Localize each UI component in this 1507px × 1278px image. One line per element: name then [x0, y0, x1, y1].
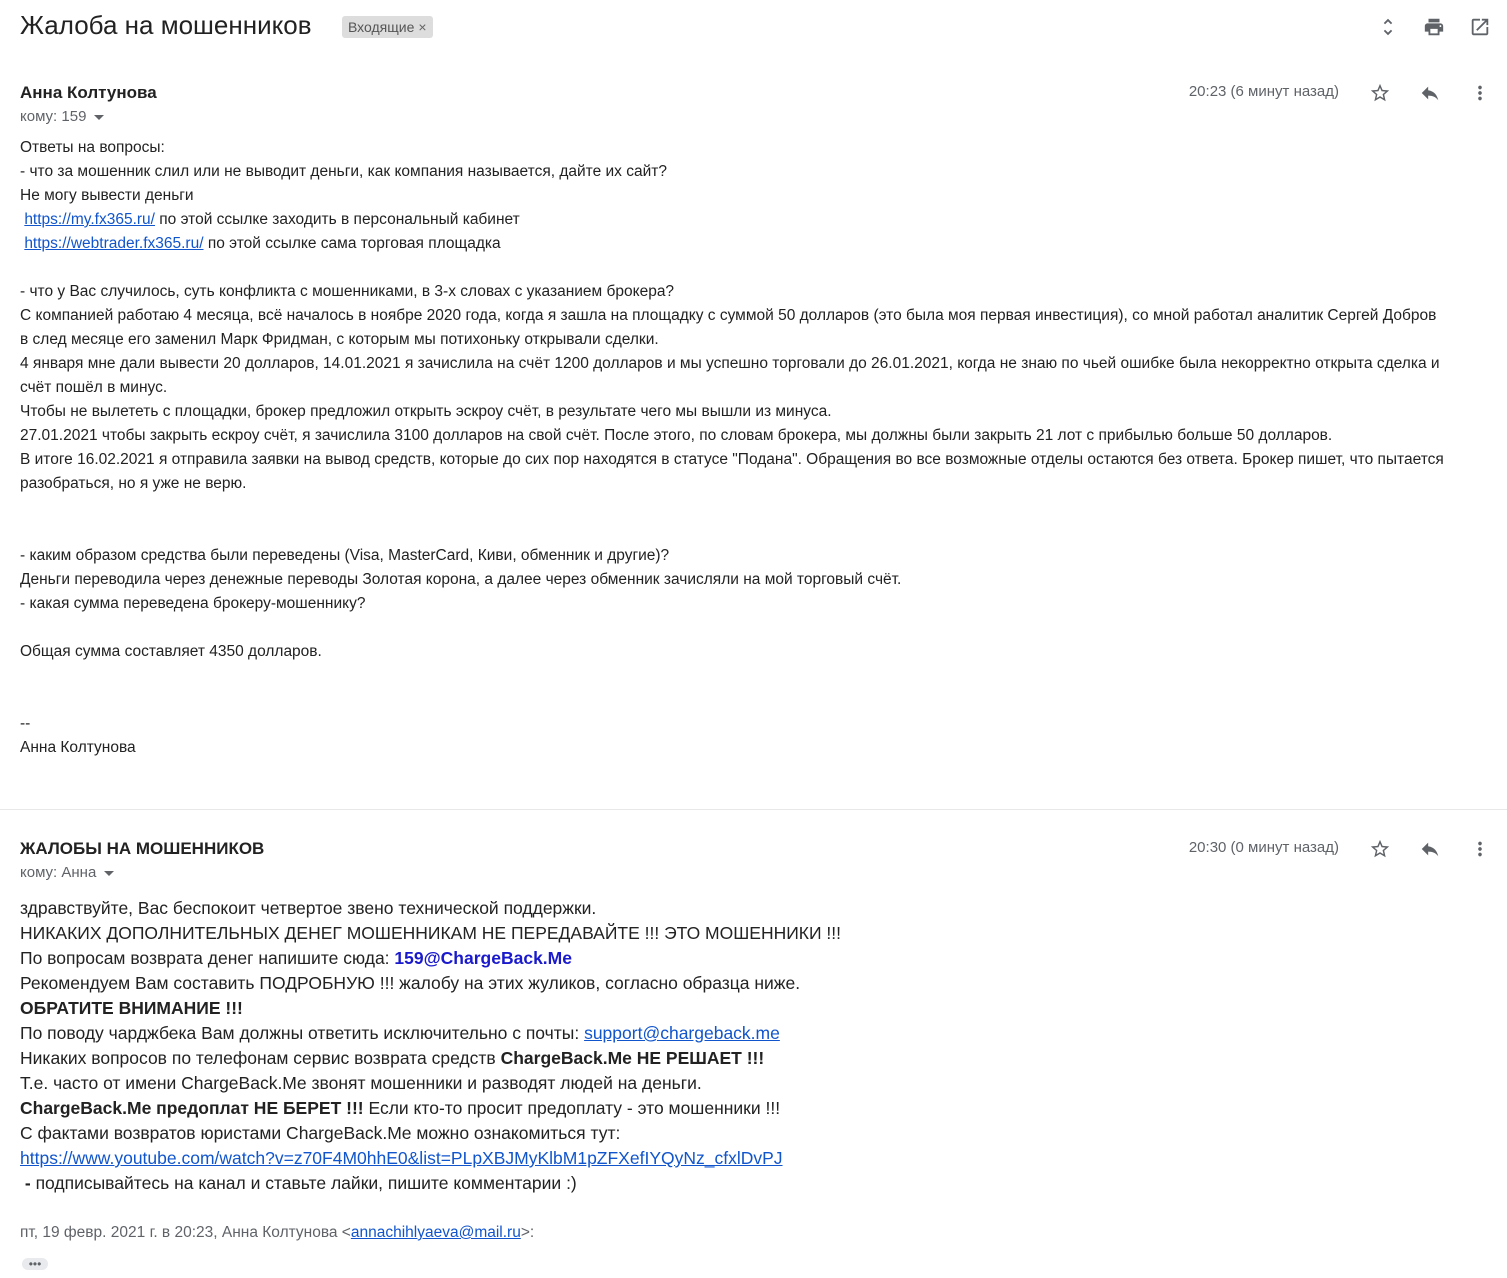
- email-subject: Жалоба на мошенников: [20, 10, 312, 40]
- recipient-line[interactable]: [20, 864, 114, 881]
- quote-header: [20, 1224, 534, 1242]
- body-line: Деньги переводила через денежные переводы Золотая корона, а далее через обменник зачисляли на мой торговый счёт.: [20, 571, 902, 588]
- personal-cabinet-link[interactable]: https://my.fx365.ru/: [24, 211, 155, 228]
- message-actions: [1367, 80, 1493, 106]
- body-text: Если кто-то просит предоплату - это мошенники !!!: [363, 1098, 781, 1118]
- attention-text: ОБРАТИТЕ ВНИМАНИЕ !!!: [20, 998, 243, 1018]
- bold-text: ChargeBack.Me предоплат НЕ БЕРЕТ !!!: [20, 1098, 364, 1118]
- body-line: Чтобы не вылететь с площадки, брокер предложил открыть эскроу счёт, в результате чего мы вышли из минуса.: [20, 403, 832, 420]
- body-line: Ответы на вопросы:: [20, 139, 165, 156]
- body-line: [20, 520, 1460, 544]
- support-email-link[interactable]: support@chargeback.me: [584, 1023, 780, 1043]
- reply-icon[interactable]: [1417, 836, 1443, 862]
- inbox-label-chip[interactable]: [342, 16, 433, 38]
- signature-separator: --: [20, 715, 31, 732]
- star-icon[interactable]: [1367, 836, 1393, 862]
- body-line: - что за мошенник слил или не выводит деньги, как компания называется, дайте их сайт?: [20, 163, 667, 180]
- link-line: [20, 208, 1460, 232]
- body-line: [20, 616, 1460, 640]
- bold-text: ChargeBack.Me НЕ РЕШАЕТ !!!: [500, 1048, 765, 1068]
- body-line: 4 января мне дали вывести 20 долларов, 14.01.2021 я зачислила на счёт 1200 долларов и мы успешно торговали до 26.01.2021, когда не знаю по чьей ошибке была некорректно открыта сделка и счёт пошёл в минус.: [20, 355, 1440, 396]
- link-description: по этой ссылке сама торговая площадка: [203, 235, 501, 252]
- body-line: С фактами возвратов юристами ChargeBack.Me можно ознакомиться тут:: [20, 1123, 621, 1143]
- recipient-text: кому: 159: [20, 108, 87, 125]
- body-line: С компанией работаю 4 месяца, всё началось в ноябре 2020 года, когда я зашла на площадку с суммой 50 долларов (это была моя первая инвестиция), со мной работал аналитик Сергей Добров: [20, 307, 1437, 324]
- thread-toolbar: [1375, 14, 1493, 40]
- message-time: 20:30 (0 минут назад): [1188, 839, 1339, 856]
- body-line: [20, 496, 1460, 520]
- link-line: [20, 232, 1460, 256]
- body-line: [20, 946, 1460, 971]
- body-line: [20, 1146, 1460, 1171]
- body-line: - что у Вас случилось, суть конфликта с мошенниками, в 3-х словах с указанием брокера?: [20, 283, 675, 300]
- body-text: Никаких вопросов по телефонам сервис возврата средств: [20, 1048, 501, 1068]
- body-line: [20, 1096, 1460, 1121]
- quote-email-link[interactable]: annachihlyaeva@mail.ru: [350, 1224, 521, 1241]
- chevron-down-icon[interactable]: [104, 871, 114, 876]
- body-line: НИКАКИХ ДОПОЛНИТЕЛЬНЫХ ДЕНЕГ МОШЕННИКАМ НЕ ПЕРЕДАВАЙТЕ !!! ЭТО МОШЕННИКИ !!!: [20, 923, 842, 943]
- expand-collapse-icon[interactable]: [1375, 14, 1401, 40]
- recipient-text: кому: Анна: [20, 864, 97, 881]
- sender-name[interactable]: ЖАЛОБЫ НА МОШЕННИКОВ: [20, 839, 265, 858]
- body-line: здравствуйте, Вас беспокоит четвертое звено технической поддержки.: [20, 898, 597, 918]
- quote-suffix: >:: [520, 1224, 535, 1241]
- star-icon[interactable]: [1367, 80, 1393, 106]
- quote-prefix: пт, 19 февр. 2021 г. в 20:23, Анна Колтунова <: [20, 1224, 351, 1241]
- body-line: [20, 1171, 1460, 1196]
- body-line: Не могу вывести деньги: [20, 187, 194, 204]
- body-line: В итоге 16.02.2021 я отправила заявки на вывод средств, которые до сих пор находятся в статусе "Подана". Обращения во все возможные отделы остаются без ответа. Брокер пишет, что пытается разобраться, но я уже не верю.: [20, 451, 1444, 492]
- body-line: [20, 996, 1460, 1021]
- youtube-link[interactable]: https://www.youtube.com/watch?v=z70F4M0hhE0&list=PLpXBJMyKlbM1pZFXefIYQyNz_cfxlDvPJ: [20, 1148, 783, 1168]
- body-text: По поводу чарджбека Вам должны ответить исключительно с почты:: [20, 1023, 585, 1043]
- message-time: 20:23 (6 минут назад): [1188, 83, 1339, 100]
- open-new-window-icon[interactable]: [1467, 14, 1493, 40]
- inbox-label-text: Входящие: [348, 19, 415, 35]
- reply-icon[interactable]: [1417, 80, 1443, 106]
- body-line: Рекомендуем Вам составить ПОДРОБНУЮ !!! жалобу на этих жуликов, согласно образца ниже.: [20, 973, 801, 993]
- message-actions: [1367, 836, 1493, 862]
- recipient-line[interactable]: [20, 108, 104, 125]
- signature: Анна Колтунова: [20, 739, 136, 756]
- body-line: Т.е. часто от имени ChargeBack.Me звонят мошенники и разводят людей на деньги.: [20, 1073, 702, 1093]
- message-body: [20, 896, 1460, 1196]
- body-text: По вопросам возврата денег напишите сюда:: [20, 948, 395, 968]
- show-trimmed-content-button[interactable]: •••: [22, 1258, 48, 1270]
- message-body: [20, 136, 1460, 760]
- more-vert-icon[interactable]: [1467, 836, 1493, 862]
- bold-text: -: [20, 1173, 36, 1193]
- body-line: [20, 1021, 1460, 1046]
- body-line: Общая сумма составляет 4350 долларов.: [20, 643, 322, 660]
- sender-name[interactable]: Анна Колтунова: [20, 83, 157, 102]
- message-divider: [0, 809, 1507, 810]
- contact-email: 159@ChargeBack.Me: [394, 948, 572, 968]
- body-line: - каким образом средства были переведены (Visa, MasterCard, Киви, обменник и другие)?: [20, 547, 670, 564]
- body-line: в след месяце его заменил Марк Фридман, с которым мы потихоньку открывали сделки.: [20, 331, 659, 348]
- body-text: подписывайтесь на канал и ставьте лайки, пишите комментарии :): [35, 1173, 577, 1193]
- print-icon[interactable]: [1421, 14, 1447, 40]
- chevron-down-icon[interactable]: [94, 115, 104, 120]
- body-line: [20, 1046, 1460, 1071]
- link-description: по этой ссылке заходить в персональный кабинет: [154, 211, 520, 228]
- remove-label-icon[interactable]: ×: [418, 19, 427, 35]
- more-vert-icon[interactable]: [1467, 80, 1493, 106]
- body-line: - какая сумма переведена брокеру-мошеннику?: [20, 595, 366, 612]
- body-line: [20, 256, 1460, 280]
- body-line: 27.01.2021 чтобы закрыть ескроу счёт, я зачислила 3100 долларов на свой счёт. После этого, по словам брокера, мы должны были закрыть 21 лот с прибылью больше 50 долларов.: [20, 427, 1333, 444]
- webtrader-link[interactable]: https://webtrader.fx365.ru/: [24, 235, 204, 252]
